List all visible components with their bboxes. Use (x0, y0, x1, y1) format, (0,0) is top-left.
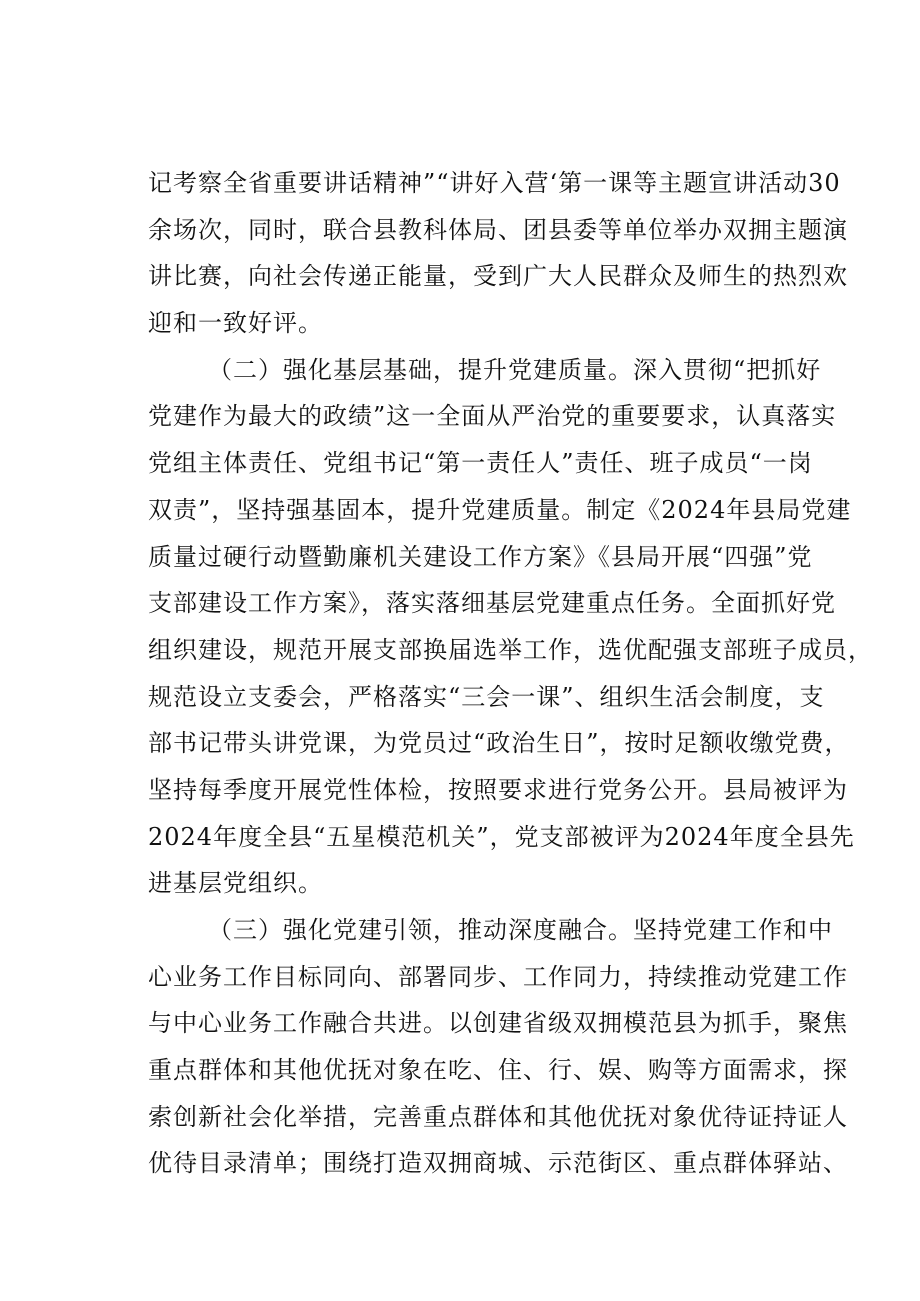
text-line: 部书记带头讲党课，为党员过“政治生日”，按时足额收缴党费， (148, 729, 850, 758)
text-line: 进基层党组织。 (148, 869, 323, 898)
section-heading-line: （二）强化基层基础，提升党建质量。深入贯彻“把抓好 (208, 355, 822, 384)
text-line: 优待目录清单；围绕打造双拥商城、示范街区、重点群体驿站、 (148, 1149, 848, 1178)
text-line: 党建作为最大的政绩”这一全面从严治党的重要要求，认真落实 (148, 402, 837, 431)
text-line: 2024年度全县“五星模范机关”，党支部被评为2024年度全县先 (148, 822, 855, 851)
text-line: 记考察全省重要讲话精神”“讲好入营‘第一课等主题宣讲活动30 (148, 169, 841, 197)
text-line: 支部建设工作方案》，落实落细基层党建重点任务。全面抓好党 (148, 589, 836, 618)
text-line: 坚持每季度开展党性体检，按照要求进行党务公开。县局被评为 (148, 775, 848, 804)
text-line: 余场次，同时，联合县教科体局、团县委等单位举办双拥主题演 (148, 215, 848, 244)
text-line: 讲比赛，向社会传递正能量，受到广大人民群众及师生的热烈欢 (148, 262, 848, 291)
text-line: 双责”，坚持强基固本，提升党建质量。制定《2024年县局党建 (148, 495, 852, 524)
body-text (148, 160, 873, 1187)
text-line: 组织建设，规范开展支部换届选举工作，选优配强支部班子成员， (148, 635, 873, 664)
text-line: 党组主体责任、党组书记“第一责任人”责任、班子成员“一岗 (148, 449, 813, 478)
text-line: 与中心业务工作融合共进。以创建省级双拥模范县为抓手，聚焦 (148, 1009, 848, 1038)
text-line: 重点群体和其他优抚对象在吃、住、行、娱、购等方面需求，探 (148, 1056, 848, 1085)
text-line: 心业务工作目标同向、部署同步、工作同力，持续推动党建工作 (148, 962, 848, 991)
text-line: 索创新社会化举措，完善重点群体和其他优抚对象优待证持证人 (148, 1102, 848, 1131)
text-line: 质量过硬行动暨勤廉机关建设工作方案》《县局开展“四强”党 (148, 542, 813, 571)
section-heading-line: （三）强化党建引领，推动深度融合。坚持党建工作和中 (208, 916, 833, 944)
text-line: 迎和一致好评。 (148, 309, 323, 338)
text-line: 规范设立支委会，严格落实“三会一课”、组织生活会制度，支 (148, 682, 825, 711)
